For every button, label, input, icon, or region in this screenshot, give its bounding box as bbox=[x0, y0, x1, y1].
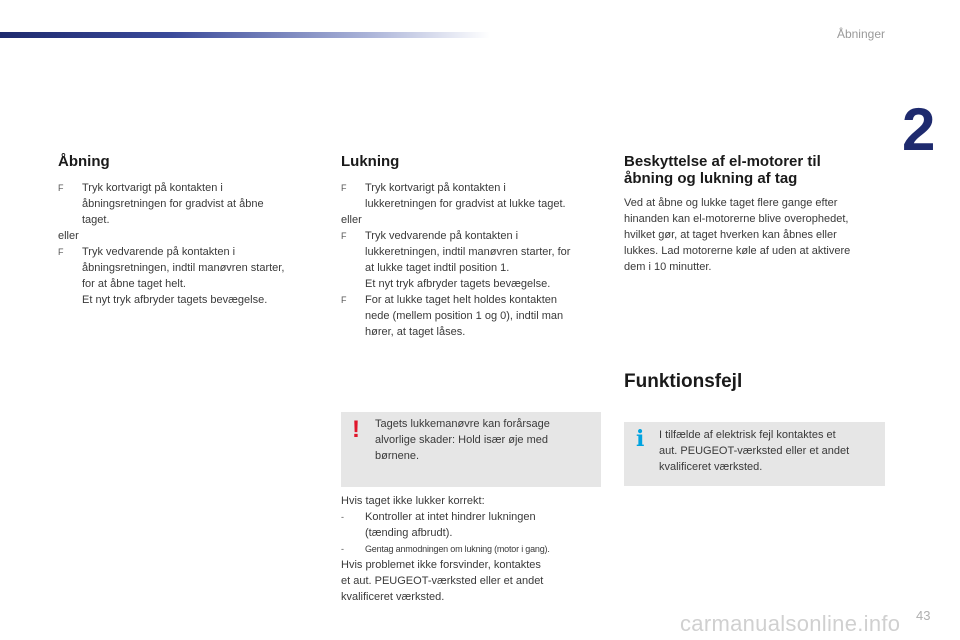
motor-protection-body: Ved at åbne og lukke taget flere gange efter hinanden kan el-motorerne blive overophedet, hvilket gør, at taget hverken kan åbnes eller lukkes. Lad motorerne køle af uden at aktivere dem i 10 minutter. bbox=[624, 197, 851, 273]
closing-troubleshoot: Hvis taget ikke lukker korrekt: - Kontroller at intet hindrer lukningen (tænding afbrudt). - Gentag anmodningen om lukning (motor i gang). Hvis problemet ikke forsvinder, kontaktes et aut. PEUGEOT-værksted eller et andet kvalificeret værksted. bbox=[341, 493, 606, 605]
bullet-icon: F bbox=[58, 183, 64, 193]
section-motor-protection bbox=[624, 153, 889, 275]
list-item: - Kontroller at intet hindrer lukningen bbox=[341, 511, 536, 523]
motor-protection-heading: Beskyttelse af el-motorer til åbning og lukning af tag bbox=[624, 153, 821, 187]
list-item: hører, at taget låses. bbox=[365, 326, 466, 338]
list-item: lukkeretningen, indtil manøvren starter, for bbox=[365, 246, 571, 258]
list-item: Et nyt tryk afbryder tagets bevægelse. bbox=[365, 278, 551, 290]
dash-icon: - bbox=[341, 512, 344, 522]
list-item: for at åbne taget helt. bbox=[82, 278, 186, 290]
info-note bbox=[624, 422, 885, 486]
list-item: åbningsretningen for gradvist at åbne bbox=[82, 198, 264, 210]
section-closing bbox=[341, 153, 606, 340]
fault-heading: Funktionsfejl bbox=[624, 371, 743, 392]
bullet-icon: F bbox=[341, 183, 347, 193]
section-fault bbox=[624, 373, 889, 390]
bullet-icon: F bbox=[341, 231, 347, 241]
list-item: F For at lukke taget helt holdes kontakten bbox=[341, 294, 558, 306]
dash-icon: - bbox=[341, 544, 344, 554]
list-item: eller bbox=[341, 214, 362, 226]
list-item: (tænding afbrudt). bbox=[365, 527, 453, 539]
opening-heading: Åbning bbox=[58, 153, 110, 170]
info-text: I tilfælde af elektrisk fejl kontaktes et aut. PEUGEOT-værksted eller et andet kvalificeret værksted. bbox=[659, 429, 850, 473]
closing-heading: Lukning bbox=[341, 153, 400, 170]
bullet-icon: F bbox=[341, 295, 347, 305]
list-item: F Tryk kortvarigt på kontakten i bbox=[341, 182, 506, 194]
closing-body bbox=[341, 180, 606, 340]
list-item: taget. bbox=[82, 214, 110, 226]
list-item: eller bbox=[58, 230, 79, 242]
section-title: Åbninger bbox=[836, 27, 885, 41]
watermark: carmanualsonline.info bbox=[680, 611, 901, 636]
bullet-icon: F bbox=[58, 247, 64, 257]
list-item: at lukke taget indtil position 1. bbox=[365, 262, 510, 274]
warning-icon: ! bbox=[352, 416, 360, 443]
info-icon: i bbox=[636, 426, 645, 452]
list-item: Et nyt tryk afbryder tagets bevægelse. bbox=[82, 294, 268, 306]
section-opening bbox=[58, 153, 318, 308]
list-item: nede (mellem position 1 og 0), indtil man bbox=[365, 310, 564, 322]
list-item: åbningsretningen, indtil manøvren starter, bbox=[82, 262, 285, 274]
list-item: F Tryk vedvarende på kontakten i bbox=[341, 230, 519, 242]
list-item: - Gentag anmodningen om lukning (motor i gang). bbox=[341, 541, 606, 557]
warning-text: Tagets lukkemanøvre kan forårsage alvorlige skader: Hold især øje med børnene. bbox=[375, 418, 550, 462]
header-accent-bar bbox=[0, 32, 490, 38]
opening-body bbox=[58, 180, 318, 308]
list-item: F Tryk vedvarende på kontakten i bbox=[58, 246, 236, 258]
list-item: F Tryk kortvarigt på kontakten i bbox=[58, 182, 223, 194]
page-number: 43 bbox=[916, 608, 931, 623]
list-item: lukkeretningen for gradvist at lukke taget. bbox=[365, 198, 566, 210]
warning-note bbox=[341, 412, 601, 487]
chapter-number: 2 bbox=[902, 96, 936, 163]
